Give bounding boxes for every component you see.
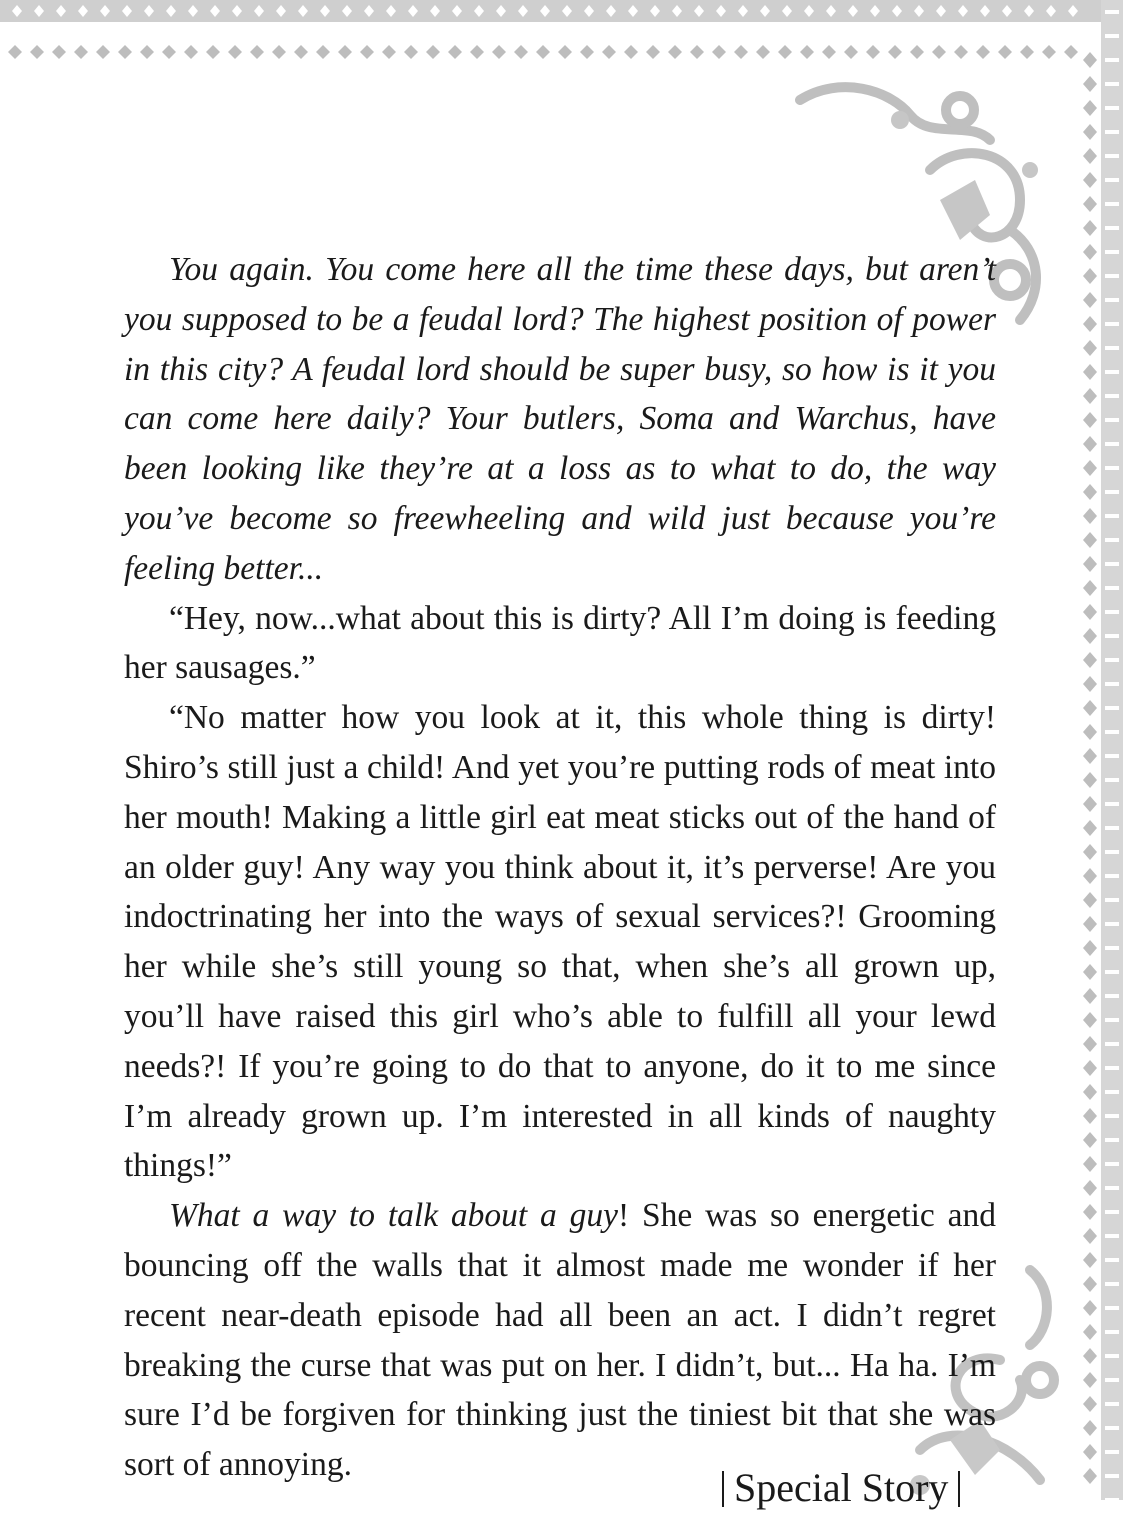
paragraph-2-text: “Hey, now...what about this is dirty? All I’m doing is feeding her sausages.”	[124, 599, 996, 687]
footer-left-bar-icon	[722, 1471, 724, 1507]
paragraph-4	[124, 1191, 996, 1490]
paragraph-1	[124, 245, 996, 594]
right-border-ornament-icon	[1075, 0, 1123, 1500]
paragraph-3	[124, 693, 996, 1191]
paragraph-1-text: You again. You come here all the time these days, but aren’t you supposed to be a feudal lord? The highest position of power in this city? A feudal lord should be super busy, so how is it you can come here daily? Your butlers, Soma and Warchus, have been looking like they’re at a loss as to what to do, the way you’ve become so freewheeling and wild just because you’re feeling better...	[124, 251, 996, 587]
footer-right-bar-icon	[958, 1471, 960, 1507]
body-text	[124, 245, 996, 1490]
paragraph-4-italic-lead: What a way to talk about a guy	[169, 1197, 618, 1235]
paragraph-3-text: “No matter how you look at it, this whole thing is dirty! Shiro’s still just a child! And yet you’re putting rods of meat into her mouth! Making a little girl eat meat sticks out of the hand of an older guy! Any way you think about it, it’s perverse! Are you indoctrinating her into the ways of sexual services?! Grooming her while she’s still young so that, when she’s all grown up, you’ll have raised this girl who’s able to fulfill all your lewd needs?! If you’re going to do that to anyone, do it to me since I’m already grown up. I’m interested in all kinds of naughty things!”	[124, 699, 996, 1185]
top-border-ornament-icon	[0, 0, 1123, 72]
paragraph-2	[124, 594, 996, 694]
footer-label: Special Story	[734, 1465, 949, 1510]
running-footer	[712, 1458, 1042, 1518]
paragraph-4-text: ! She was so energetic and bouncing off the walls that it almost made me wonder if her recent near-death episode had all been an act. I didn’t regret breaking the curse that was put on her. I didn’t, but... Ha ha. I’m sure I’d be forgiven for thinking just the tiniest bit that she was sort of annoying.	[124, 1197, 996, 1484]
